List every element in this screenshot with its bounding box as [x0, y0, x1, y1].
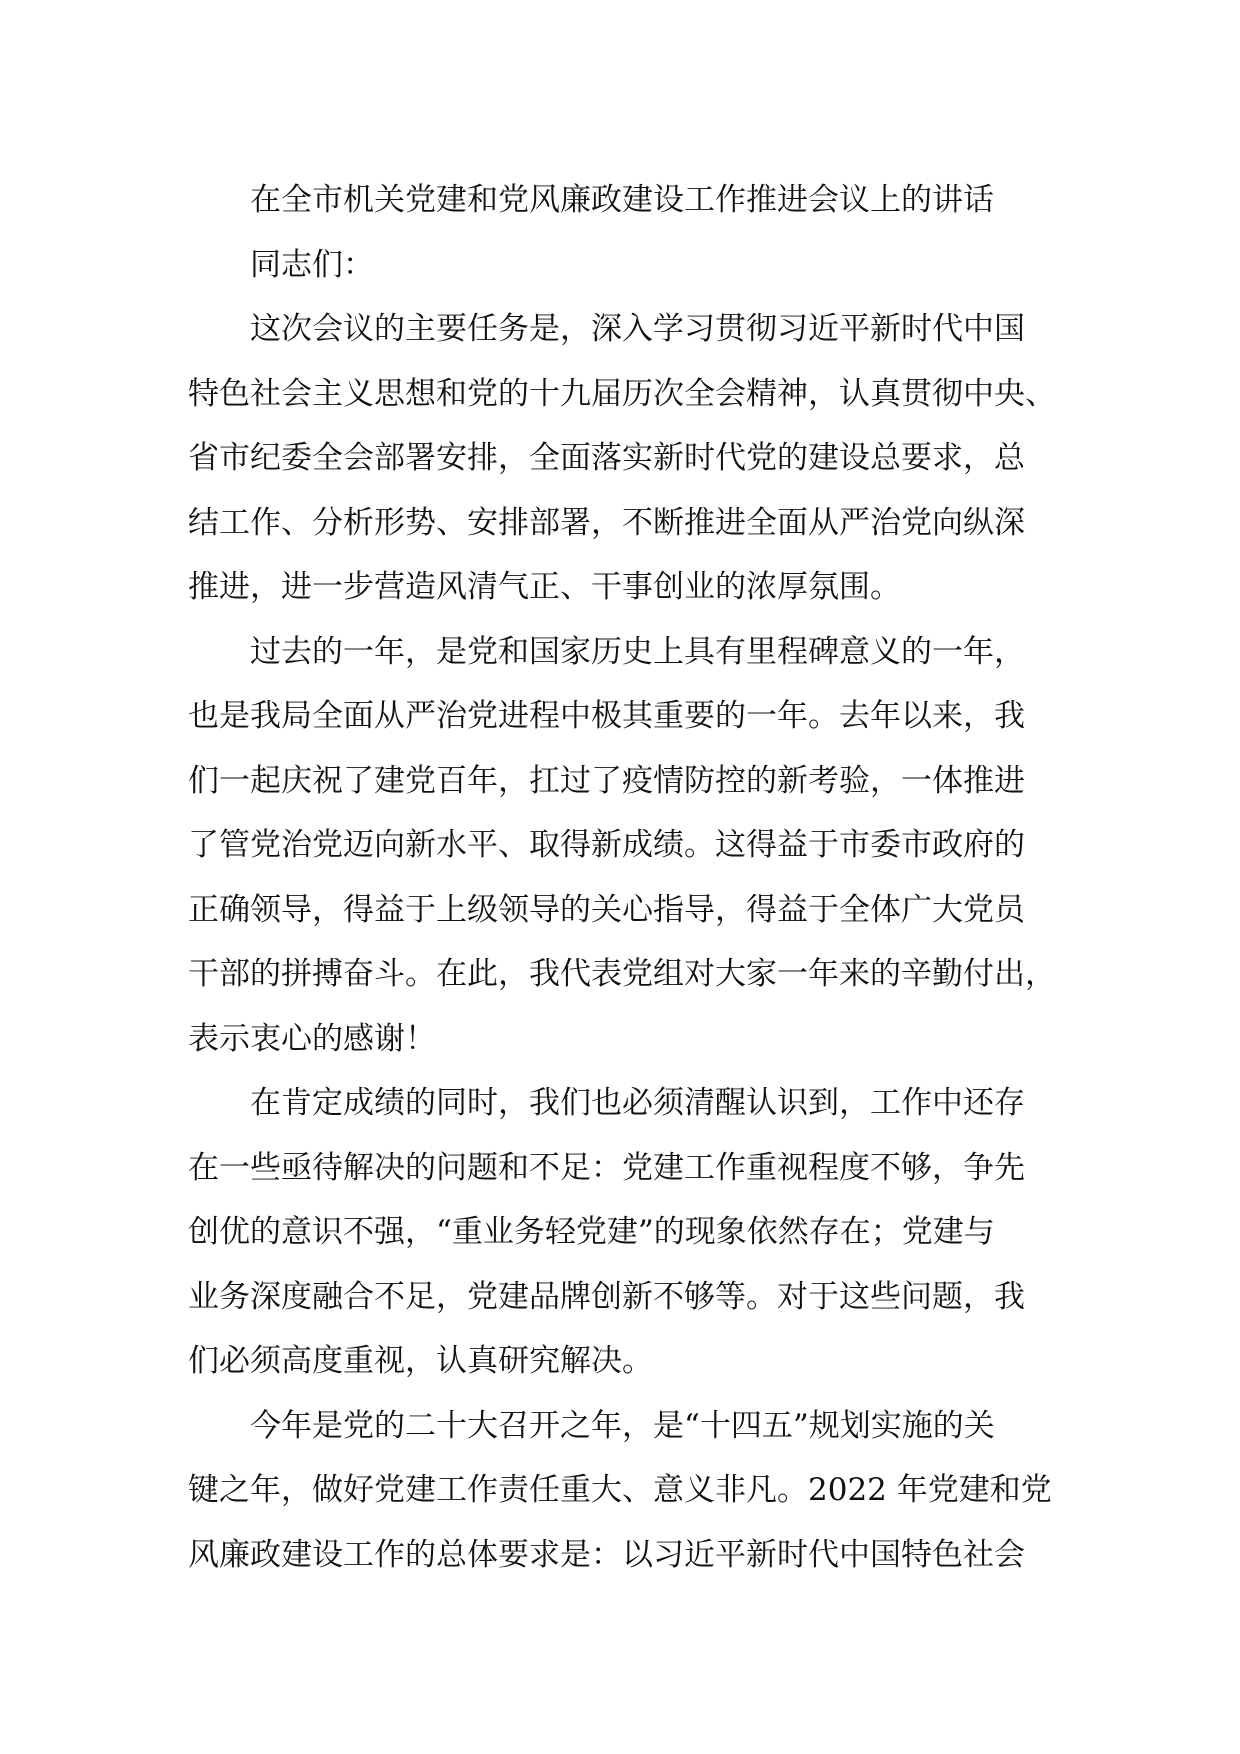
text-line: 干部的拼搏奋斗。在此，我代表党组对大家一年来的辛勤付出， — [188, 956, 1056, 992]
text-line: 键之年，做好党建工作责任重大、意义非凡。2022 年党建和党 — [188, 1472, 1052, 1508]
text-line: 推进，进一步营造风清气正、干事创业的浓厚氛围。 — [188, 569, 901, 605]
text-line: 在一些亟待解决的问题和不足：党建工作重视程度不够，争先 — [188, 1149, 1025, 1186]
document-title: 在全市机关党建和党风廉政建设工作推进会议上的讲话 — [250, 182, 994, 218]
text-line: 正确领导，得益于上级领导的关心指导，得益于全体广大党员 — [188, 891, 1025, 928]
text-line: 在肯定成绩的同时，我们也必须清醒认识到，工作中还存 — [250, 1085, 1025, 1121]
text-line: 也是我局全面从严治党进程中极其重要的一年。去年以来，我 — [188, 698, 1025, 734]
text-line: 们一起庆祝了建党百年，扛过了疫情防控的新考验，一体推进 — [188, 762, 1025, 799]
salutation: 同志们： — [250, 246, 374, 283]
text-line: 表示衷心的感谢！ — [188, 1020, 436, 1057]
text-line: 过去的一年，是党和国家历史上具有里程碑意义的一年， — [250, 633, 1025, 670]
text-line: 结工作、分析形势、安排部署，不断推进全面从严治党向纵深 — [188, 504, 1025, 541]
document-body — [188, 168, 1068, 1587]
text-line: 风廉政建设工作的总体要求是：以习近平新时代中国特色社会 — [188, 1536, 1025, 1573]
text-line: 今年是党的二十大召开之年，是“十四五”规划实施的关 — [250, 1407, 995, 1444]
text-line: 创优的意识不强，“重业务轻党建”的现象依然存在；党建与 — [188, 1214, 995, 1250]
text-line: 们必须高度重视，认真研究解决。 — [188, 1343, 653, 1379]
text-line: 省市纪委全会部署安排，全面落实新时代党的建设总要求，总 — [188, 440, 1025, 476]
text-line: 业务深度融合不足，党建品牌创新不够等。对于这些问题，我 — [188, 1278, 1025, 1315]
text-line: 特色社会主义思想和党的十九届历次全会精神，认真贯彻中央、 — [188, 375, 1056, 412]
text-line: 这次会议的主要任务是，深入学习贯彻习近平新时代中国 — [250, 311, 1025, 347]
text-line: 了管党治党迈向新水平、取得新成绩。这得益于市委市政府的 — [188, 827, 1025, 863]
